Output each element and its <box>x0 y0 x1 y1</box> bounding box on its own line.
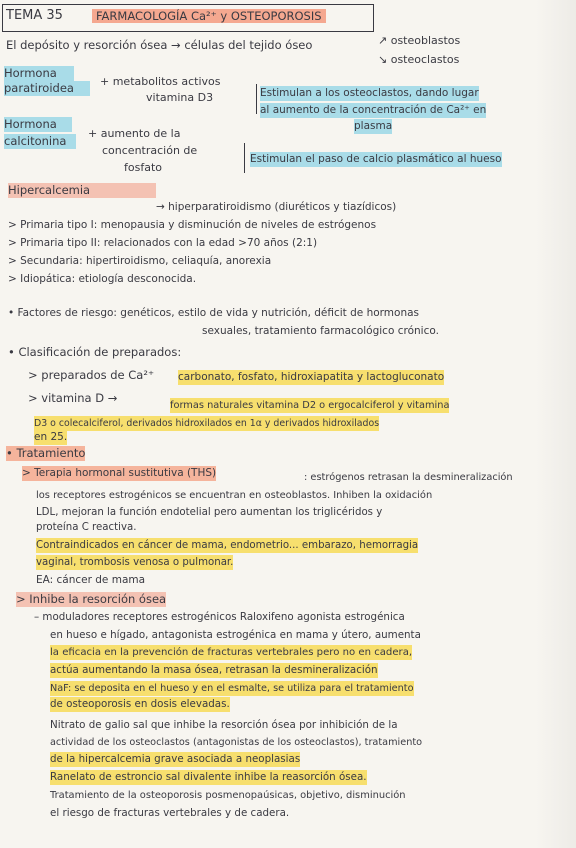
strontium-line1: Ranelato de estroncio sal divalente inhibe la reasorción ósea. <box>50 771 367 783</box>
idiopatica: > Idiopática: etiología desconocida. <box>8 273 197 285</box>
strontium-line2: Tratamiento de la osteoporosis posmenopaúsicas, objetivo, disminución <box>50 790 406 801</box>
gallium-line2: actividad de los osteoclastos (antagonistas de los osteoclastos), tratamiento <box>50 737 423 748</box>
adverse-effect: EA: cáncer de mama <box>36 574 146 586</box>
hypercalcemia-heading: Hipercalcemia <box>8 183 156 198</box>
vitamin-d-label: > vitamina D → <box>28 391 118 405</box>
ths-line1: : estrógenos retrasan la desmineralización <box>304 472 513 483</box>
pth-brace <box>256 84 257 114</box>
hypercalcemia-cause: → hiperparatiroidismo (diuréticos y tiazídicos) <box>156 201 397 213</box>
pth-name-line2: paratiroidea <box>4 81 90 96</box>
calcium-preparations-label: > preparados de Ca²⁺ <box>28 368 155 382</box>
bone-resorption-heading: > Inhibe la resorción ósea <box>16 592 167 606</box>
pth-plus-line1: + metabolitos activos <box>100 75 221 88</box>
page-title: FARMACOLOGÍA Ca²⁺ y OSTEOPOROSIS <box>92 9 326 23</box>
secundaria: > Secundaria: hipertiroidismo, celiaquía, anorexia <box>8 255 272 267</box>
osteoclast-label: ↘ osteoclastos <box>378 53 460 66</box>
pth-effect-line1: Estimulan a los osteoclastos, dando lugar <box>260 87 479 99</box>
risk-factors-line1: • Factores de riesgo: genéticos, estilo de vida y nutrición, déficit de hormonas <box>8 307 420 319</box>
page-edge-shadow <box>536 0 576 848</box>
pth-name-line1: Hormona <box>4 66 74 81</box>
naf-line1: NaF: se deposita en el hueso y en el esmalte, se utiliza para el tratamiento <box>50 683 414 694</box>
ths-line3: LDL, mejoran la función endotelial pero aumentan los triglicéridos y <box>36 507 383 518</box>
naf-line2: de osteoporosis en dosis elevadas. <box>50 698 230 710</box>
contraindications-line1: Contraindicados en cáncer de mama, endometrio... embarazo, hemorragia <box>36 540 419 551</box>
gallium-line1: Nitrato de galio sal que inhibe la resorción ósea por inhibición de la <box>50 719 398 731</box>
primaria-type-2: > Primaria tipo II: relacionados con la edad >70 años (2:1) <box>8 237 318 249</box>
topic-number: TEMA 35 <box>6 8 63 23</box>
ths-line2: los receptores estrogénicos se encuentran en osteoblastos. Inhiben la oxidación <box>36 490 433 501</box>
osteoblast-label: ↗ osteoblastos <box>378 34 461 47</box>
treatment-heading: • Tratamiento <box>6 446 86 460</box>
ths-label: > Terapia hormonal sustitutiva (THS) <box>22 467 217 479</box>
serm-line1: – moduladores receptores estrogénicos Raloxifeno agonista estrogénica <box>34 611 405 623</box>
vitamin-d-forms-line2: D3 o colecalciferol, derivados hidroxilados en 1α y derivados hidroxilados <box>34 418 380 429</box>
pth-effect-line2: al aumento de la concentración de Ca²⁺ en <box>260 104 487 116</box>
calcitonin-name-line2: calcitonina <box>4 134 76 149</box>
classification-heading: • Clasificación de preparados: <box>8 345 182 359</box>
primaria-type-1: > Primaria tipo I: menopausia y disminución de niveles de estrógenos <box>8 219 377 231</box>
calcitonin-effect: Estimulan el paso de calcio plasmático al hueso <box>250 153 502 165</box>
pth-effect-line3: plasma <box>354 120 393 132</box>
calcium-preparations-list: carbonato, fosfato, hidroxiapatita y lactogluconato <box>178 371 445 383</box>
gallium-line3: de la hipercalcemia grave asociada a neoplasias <box>50 753 301 765</box>
risk-factors-line2: sexuales, tratamiento farmacológico crónico. <box>202 325 439 337</box>
calcitonin-plus-line1: + aumento de la <box>88 127 181 140</box>
deposit-line: El depósito y resorción ósea → células del tejido óseo <box>6 38 313 52</box>
calcitonin-brace <box>244 143 245 173</box>
pth-plus-line2: vitamina D3 <box>146 91 214 104</box>
calcitonin-plus-line3: fosfato <box>124 161 162 174</box>
contraindications-line2: vaginal, trombosis venosa o pulmonar. <box>36 557 234 568</box>
serm-line4: actúa aumentando la masa ósea, retrasan la desmineralización <box>50 664 378 676</box>
strontium-line3: el riesgo de fracturas vertebrales y de cadera. <box>50 807 290 819</box>
calcitonin-plus-line2: concentración de <box>102 144 198 157</box>
vitamin-d-forms-line1: formas naturales vitamina D2 o ergocalciferol y vitamina <box>170 400 450 411</box>
vitamin-d-forms-line3: en 25. <box>34 431 68 443</box>
calcitonin-name-line1: Hormona <box>4 117 72 132</box>
serm-line3: la eficacia en la prevención de fracturas vertebrales pero no en cadera, <box>50 647 413 658</box>
serm-line2: en hueso e hígado, antagonista estrogénica en mama y útero, aumenta <box>50 629 421 641</box>
ths-line4: proteína C reactiva. <box>36 522 137 533</box>
